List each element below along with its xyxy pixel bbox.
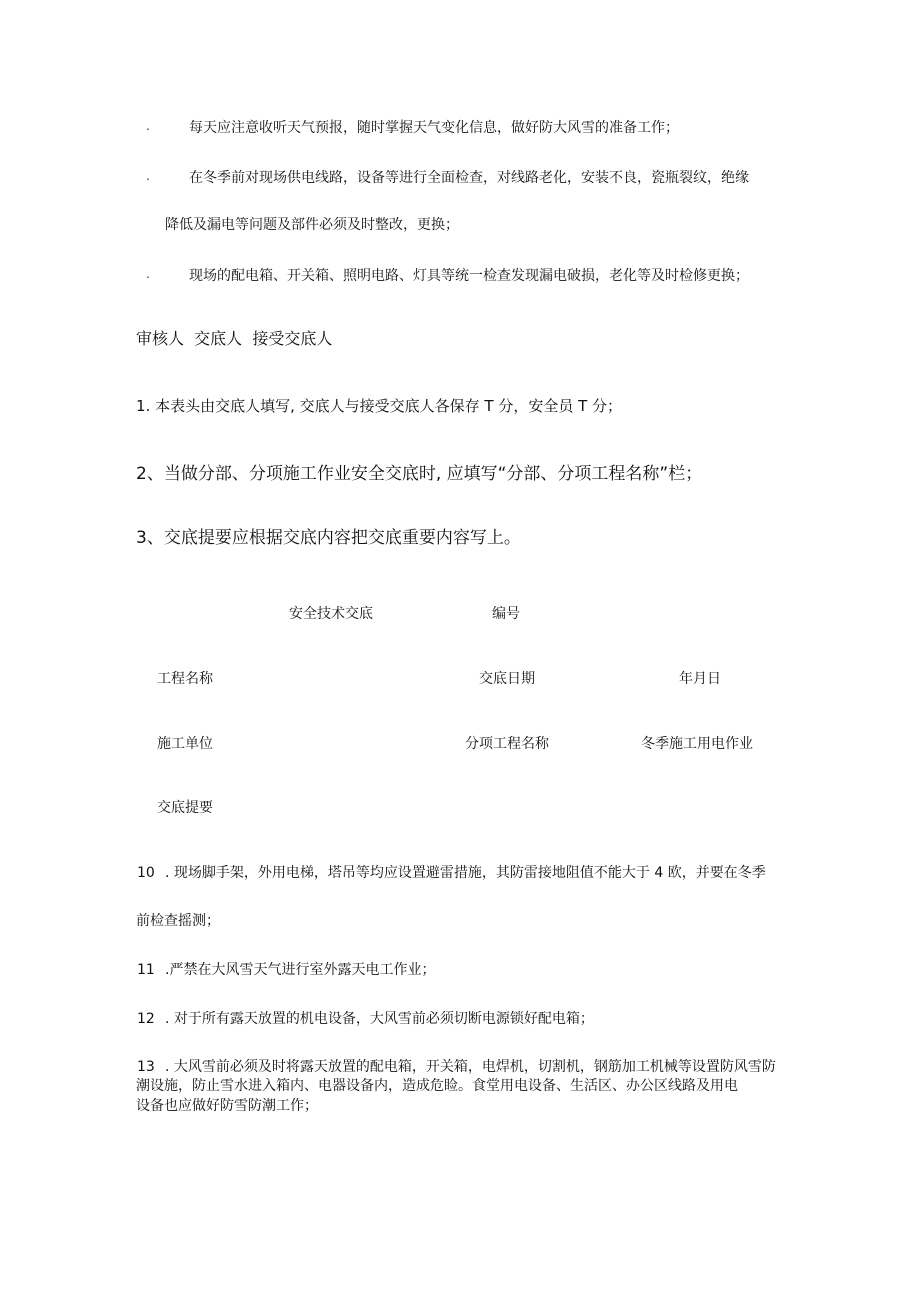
bullet-marker: . xyxy=(146,169,150,183)
date-label: 交底日期 xyxy=(479,671,535,687)
paragraph-weather-forecast: 每天应注意收听天气预报，随时掌握天气变化信息，做好防大风雪的准备工作； xyxy=(189,120,679,136)
paragraph-line-inspection: 在冬季前对现场供电线路，设备等进行全面检查，对线路老化，安装不良，瓷瓶裂纹，绝缘 xyxy=(189,170,749,186)
note-1: 1. 本表头由交底人填写, 交底人与接受交底人各保存 T 分，安全员 T 分； xyxy=(136,397,623,415)
note-3: 3、交底提要应根据交底内容把交底重要内容写上。 xyxy=(136,528,521,548)
item-13-text: . 大风雪前必须及时将露天放置的配电箱，开关箱，电焊机，切割机，钢筋加工机械等设置防风雪防 xyxy=(165,1059,776,1075)
date-value: 年月日 xyxy=(679,671,721,687)
paragraph-distribution-box-check: 现场的配电箱、开关箱、照明电路、灯具等统一检查发现漏电破损，老化等及时检修更换； xyxy=(189,268,749,284)
item-number: 12 xyxy=(137,1011,155,1027)
item-13-text-continued: 设备也应做好防雪防潮工作； xyxy=(136,1098,318,1114)
note-2: 2、当做分部、分项施工作业安全交底时, 应填写“分部、分项工程名称”栏； xyxy=(136,464,703,484)
item-10-text: . 现场脚手架，外用电梯，塔吊等均应设置避雷措施，其防雷接地阻值不能大于 4 欧，并要在冬季 xyxy=(165,865,766,881)
item-12-text: . 对于所有露天放置的机电设备，大风雪前必须切断电源锁好配电箱； xyxy=(165,1011,594,1027)
summary-label: 交底提要 xyxy=(157,800,213,816)
subproject-name-value: 冬季施工用电作业 xyxy=(641,736,753,752)
item-number: 10 xyxy=(137,865,155,881)
signature-roles: 审核人 交底人 接受交底人 xyxy=(136,329,333,348)
project-name-label: 工程名称 xyxy=(157,671,213,687)
form-title: 安全技术交底 xyxy=(289,606,373,622)
paragraph-line-inspection-continued: 降低及漏电等问题及部件必须及时整改，更换； xyxy=(165,217,459,233)
item-13-text-continued: 潮设施，防止雪水进入箱内、电器设备内，造成危睑。食堂用电设备、生活区、办公区线路及用电 xyxy=(136,1078,738,1094)
item-number: 11 xyxy=(137,962,155,978)
item-10-text-continued: 前检查摇测； xyxy=(136,913,220,929)
subproject-name-label: 分项工程名称 xyxy=(465,736,549,752)
item-11-text: .严禁在大风雪天气进行室外露天电工作业； xyxy=(165,962,436,978)
bullet-marker: . xyxy=(146,267,150,281)
form-number-label: 编号 xyxy=(492,606,520,622)
bullet-marker: . xyxy=(146,119,150,133)
item-number: 13 xyxy=(137,1059,155,1075)
construction-unit-label: 施工单位 xyxy=(157,736,213,752)
